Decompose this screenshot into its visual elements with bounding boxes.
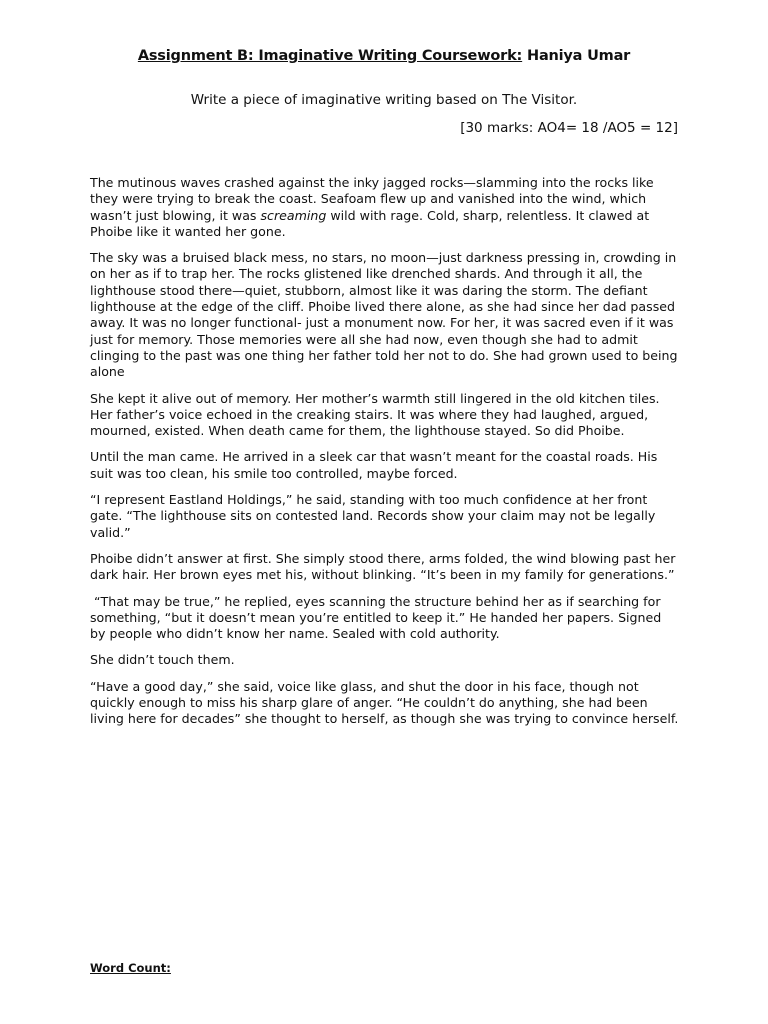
- story-paragraph-8: She didn’t touch them.: [90, 652, 235, 668]
- writing-prompt: Write a piece of imaginative writing based on The Visitor.: [190, 92, 578, 108]
- story-body: [90, 175, 680, 738]
- author-name: Haniya Umar: [527, 48, 631, 64]
- story-paragraph-1: [90, 175, 680, 240]
- paragraph-1-text-start: The mutinous waves crashed against the inky jagged rocks—slamming into the rocks like they were trying to break the coast. Seafoam flew up and vanished into the wind, which wasn’t just blowing, it was: [90, 175, 654, 223]
- paragraph-1-text-end: wild with rage. Cold, sharp, relentless. It clawed at Phoibe like it wanted her gone.: [90, 207, 650, 239]
- story-paragraph-4: Until the man came. He arrived in a sleek car that wasn’t meant for the coastal roads. His suit was too clean, his smile too controlled, maybe forced.: [90, 449, 658, 481]
- emphasized-word: screaming: [260, 207, 327, 223]
- document-heading: [0, 48, 768, 64]
- marks-allocation: [30 marks: AO4= 18 /AO5 = 12]: [460, 120, 678, 136]
- story-paragraph-2: The sky was a bruised black mess, no stars, no moon—just darkness pressing in, crowding in on her as if to trap her. The rocks glistened like drenched shards. And through it all, the lighthouse stood there—quiet, stubborn, almost like it was daring the storm. The defiant lighthouse at the edge of the cliff. Phoibe lived there alone, as she had since her dad passed away. It was no longer functional- just a monument now. For her, it was sacred even if it was just for memory. Those memories were all she had now, even though she had to admit clinging to the past was one thing her father told her not to do. She had grown used to being alone: [90, 250, 678, 380]
- story-paragraph-3: She kept it alive out of memory. Her mother’s warmth still lingered in the old kitchen tiles. Her father’s voice echoed in the creaking stairs. It was where they had laughed, argued, mourned, existed. When death came for them, the lighthouse stayed. So did Phoibe.: [90, 390, 660, 439]
- story-paragraph-7: “That may be true,” he replied, eyes scanning the structure behind her as if searching for something, “but it doesn’t mean you’re entitled to keep it.” He handed her papers. Signed by people who didn’t know her name. Sealed with cold authority.: [90, 593, 666, 642]
- story-paragraph-9: “Have a good day,” she said, voice like glass, and shut the door in his face, though not quickly enough to miss his sharp glare of anger. “He couldn’t do anything, she had been living here for decades” she thought to herself, as though she was trying to convince herself.: [90, 678, 679, 727]
- assignment-title: Assignment B: Imaginative Writing Coursework:: [137, 48, 523, 64]
- story-paragraph-6: Phoibe didn’t answer at first. She simply stood there, arms folded, the wind blowing past her dark hair. Her brown eyes met his, without blinking. “It’s been in my family for generations.”: [90, 550, 676, 583]
- story-paragraph-5: “I represent Eastland Holdings,” he said, standing with too much confidence at her front gate. “The lighthouse sits on contested land. Records show your claim may not be legally valid.”: [90, 492, 656, 540]
- word-count-label: Word Count:: [90, 961, 171, 975]
